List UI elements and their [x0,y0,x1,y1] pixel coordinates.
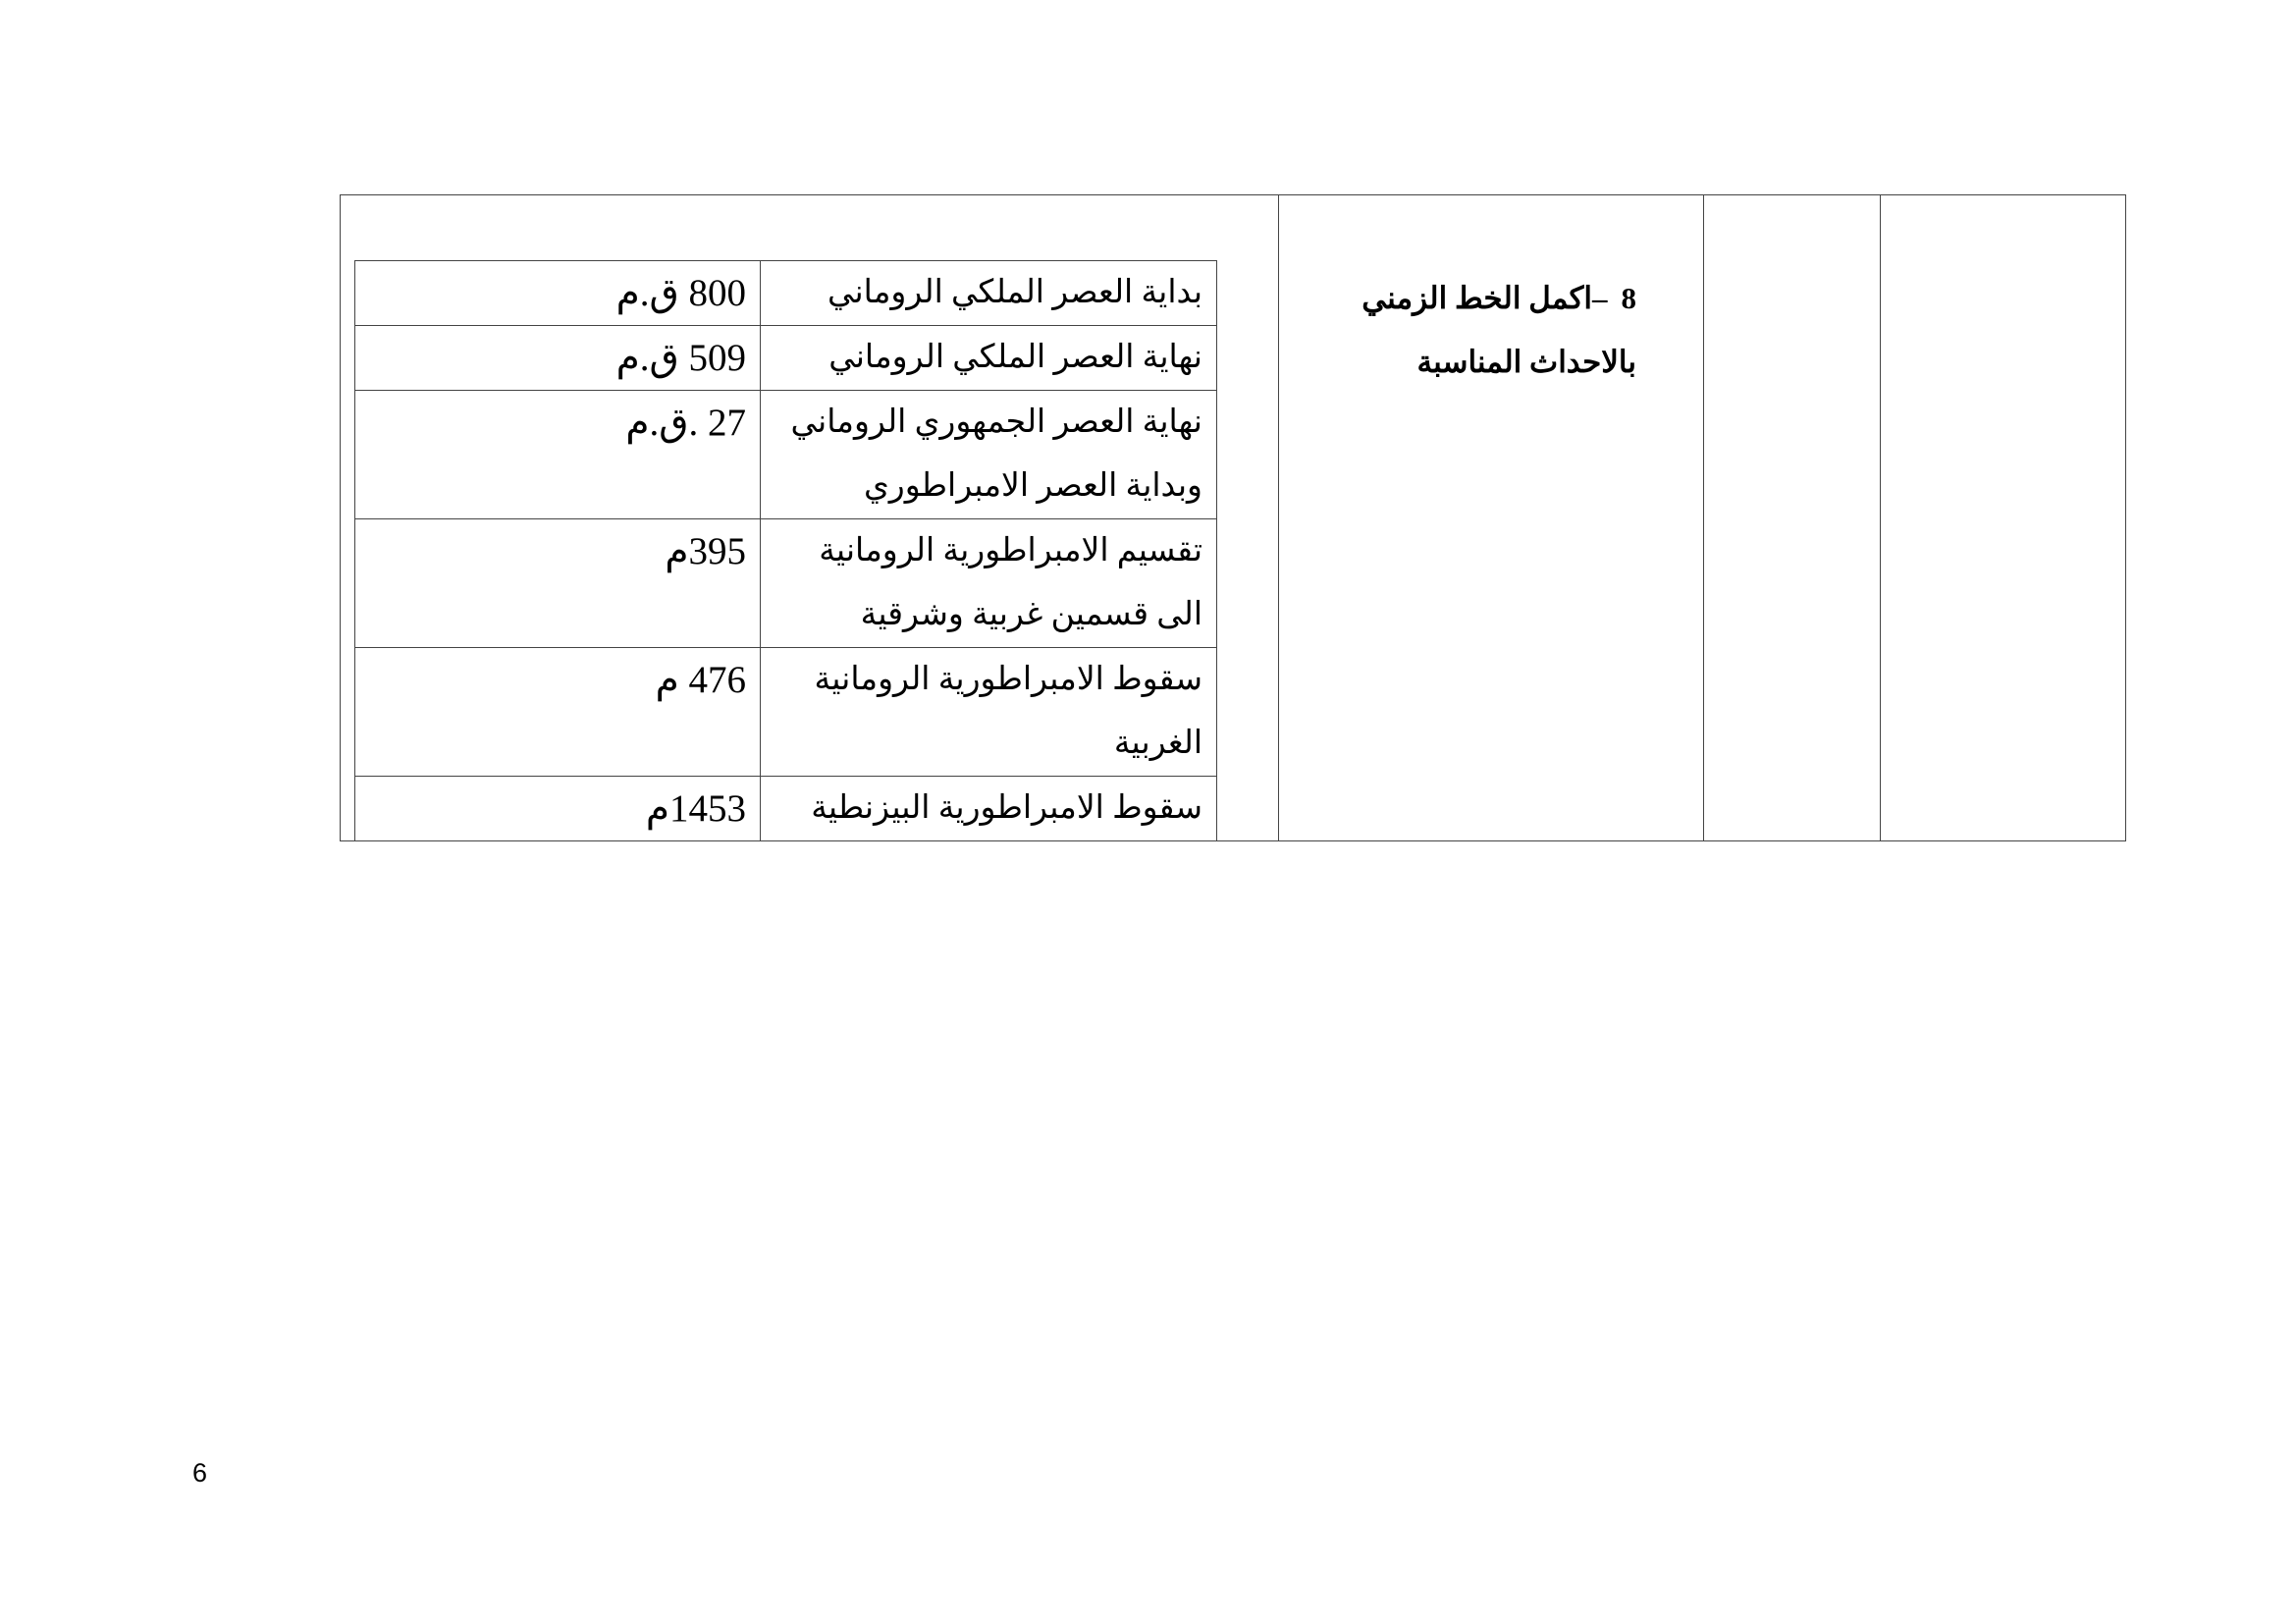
page-number: 6 [192,1458,208,1488]
event-cell: سقوط الامبراطورية البيزنطية [761,777,1217,841]
event-cell: بداية العصر الملكي الروماني [761,261,1217,326]
table-row [355,777,1217,841]
table-row [355,261,1217,326]
date-cell: 476 م [355,648,761,777]
exam-table [340,194,2126,841]
date-cell: 1453م [355,777,761,841]
date-cell: 509 ق.م [355,326,761,391]
date-cell: 800 ق.م [355,261,761,326]
date-cell: 395م [355,519,761,648]
table-row [355,519,1217,648]
timeline-table [354,260,1217,841]
event-cell: تقسيم الامبراطورية الرومانية الى قسمين غربية وشرقية [761,519,1217,648]
event-cell: سقوط الامبراطورية الرومانية الغربية [761,648,1217,777]
table-row [355,326,1217,391]
event-cell: نهاية العصر الملكي الروماني [761,326,1217,391]
table-row [355,391,1217,519]
column-divider [1703,195,1704,840]
date-cell: 27 .ق.م [355,391,761,519]
question-number: 8 [1621,281,1636,315]
question-dash: – [1592,281,1608,315]
question-text [1277,266,1636,394]
event-cell: نهاية العصر الجمهوري الروماني وبداية العصر الامبراطوري [761,391,1217,519]
table-row [355,648,1217,777]
question-body: اكمل الخط الزمني بالاحداث المناسبة [1362,281,1636,379]
column-divider [1880,195,1881,840]
